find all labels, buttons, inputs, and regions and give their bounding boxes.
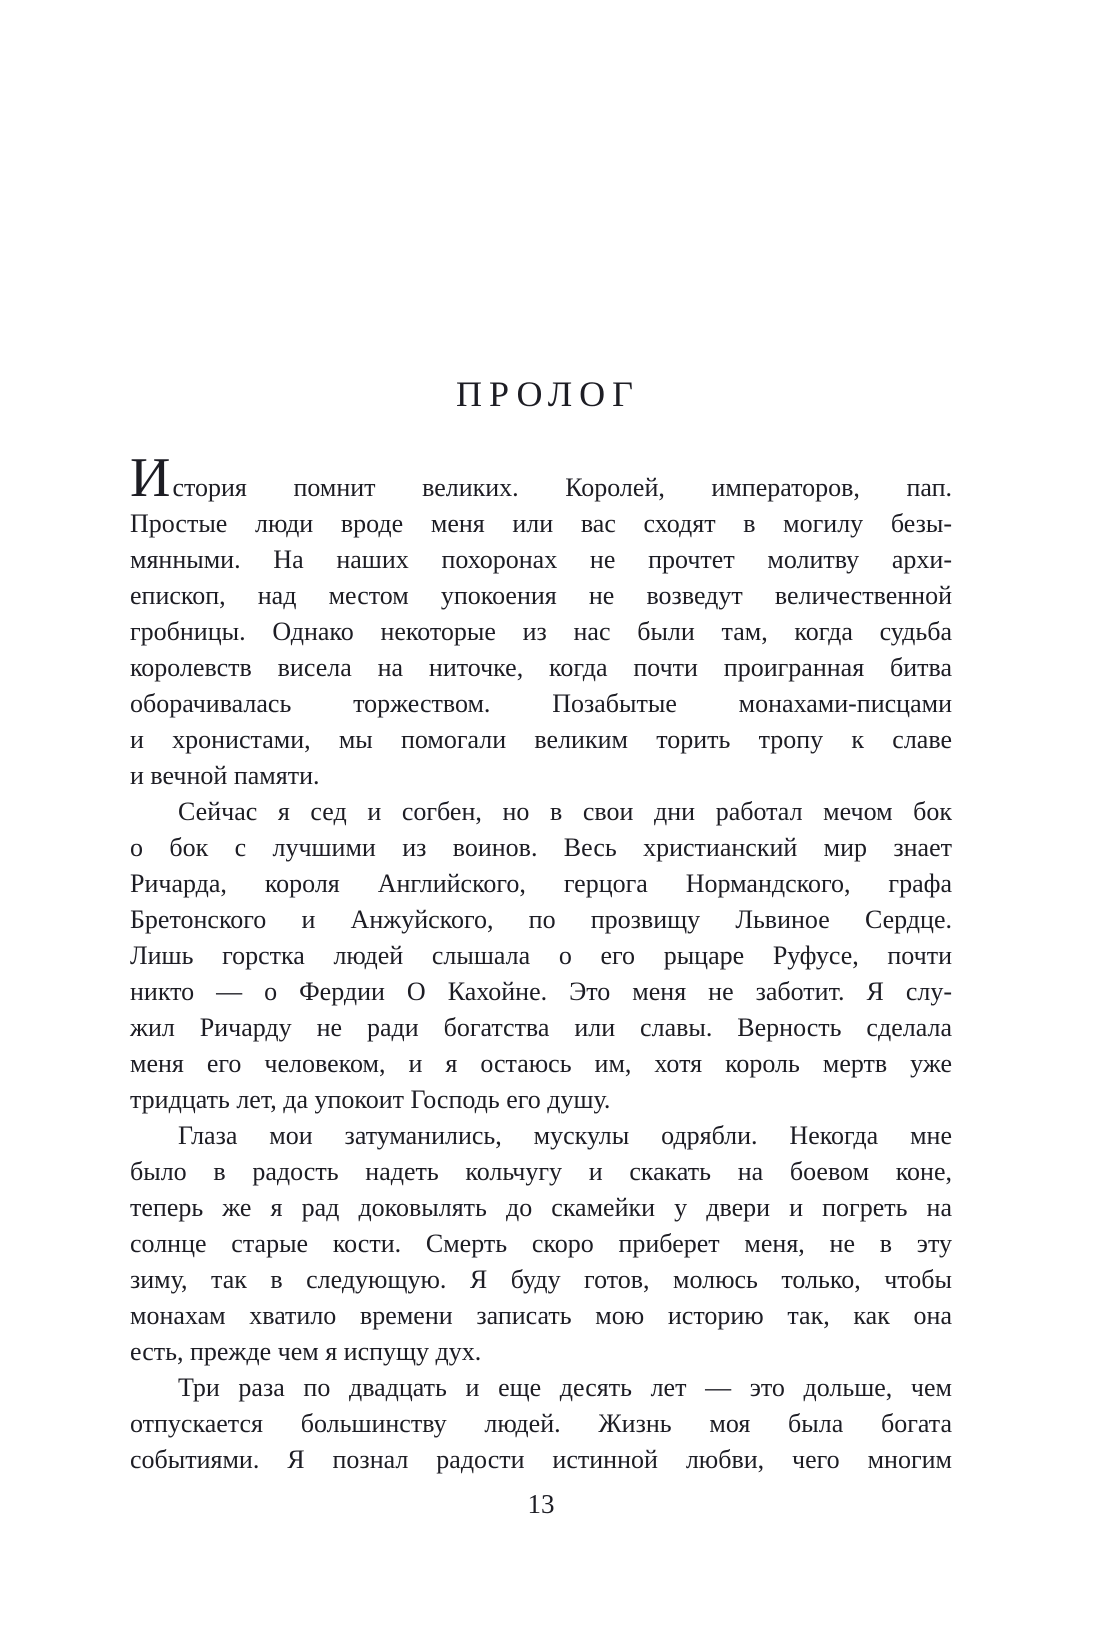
text-line: Лишь горстка людей слышала о его рыцаре Руфусе, почти xyxy=(130,941,952,970)
page-number: 13 xyxy=(527,1489,555,1519)
text-line: было в радость надеть кольчугу и скакать на боевом коне, xyxy=(130,1157,952,1186)
text-line: королевств висела на ниточке, когда почти проигранная битва xyxy=(130,653,952,682)
text-line: гробницы. Однако некоторые из нас были там, когда судьба xyxy=(130,617,952,646)
text-line: Три раза по двадцать и еще десять лет — это дольше, чем xyxy=(178,1373,952,1402)
text-line: монахам хватило времени записать мою историю так, как она xyxy=(130,1301,952,1330)
text-line: мянными. На наших похоронах не прочтет молитву архи- xyxy=(130,545,952,574)
raised-initial-cap: И xyxy=(130,447,171,509)
text-line: епископ, над местом упокоения не возведут величественной xyxy=(130,581,952,610)
text-line: жил Ричарду не ради богатства или славы. Верность сделала xyxy=(130,1013,952,1042)
text-line: История помнит великих. Королей, императоров, пап. xyxy=(130,447,952,509)
text-line: и вечной памяти. xyxy=(130,761,320,790)
text-line: солнце старые кости. Смерть скоро приберет меня, не в эту xyxy=(130,1229,952,1258)
text-line: теперь же я рад доковылять до скамейки у двери и погреть на xyxy=(130,1193,952,1222)
text-line: оборачивалась торжеством. Позабытые монахами-писцами xyxy=(130,689,952,718)
text-line: Ричарда, короля Английского, герцога Нормандского, графа xyxy=(130,869,952,898)
text-line: Глаза мои затуманились, мускулы одрябли. Некогда мне xyxy=(178,1121,952,1150)
text-line: Сейчас я сед и согбен, но в свои дни работал мечом бок xyxy=(178,797,952,826)
text-line: и хронистами, мы помогали великим торить тропу к славе xyxy=(130,725,952,754)
text-line: никто — о Фердии О Кахойне. Это меня не заботит. Я слу- xyxy=(130,977,952,1006)
text-line: тридцать лет, да упокоит Господь его душу. xyxy=(130,1085,611,1114)
text-line: Простые люди вроде меня или вас сходят в могилу безы- xyxy=(130,509,952,538)
text-line: о бок с лучшими из воинов. Весь христианский мир знает xyxy=(130,833,952,862)
text-line: есть, прежде чем я испущу дух. xyxy=(130,1337,482,1366)
body-text xyxy=(130,447,952,1478)
text-line: зиму, так в следующую. Я буду готов, молюсь только, чтобы xyxy=(130,1265,952,1294)
text-line: меня его человеком, и я остаюсь им, хотя король мертв уже xyxy=(130,1049,952,1078)
text-line: Бретонского и Анжуйского, по прозвищу Львиное Сердце. xyxy=(130,905,952,934)
text-line: отпускается большинству людей. Жизнь моя была богата xyxy=(130,1409,952,1438)
chapter-title: ПРОЛОГ xyxy=(456,374,640,414)
text-line: событиями. Я познал радости истинной любви, чего многим xyxy=(130,1445,952,1474)
